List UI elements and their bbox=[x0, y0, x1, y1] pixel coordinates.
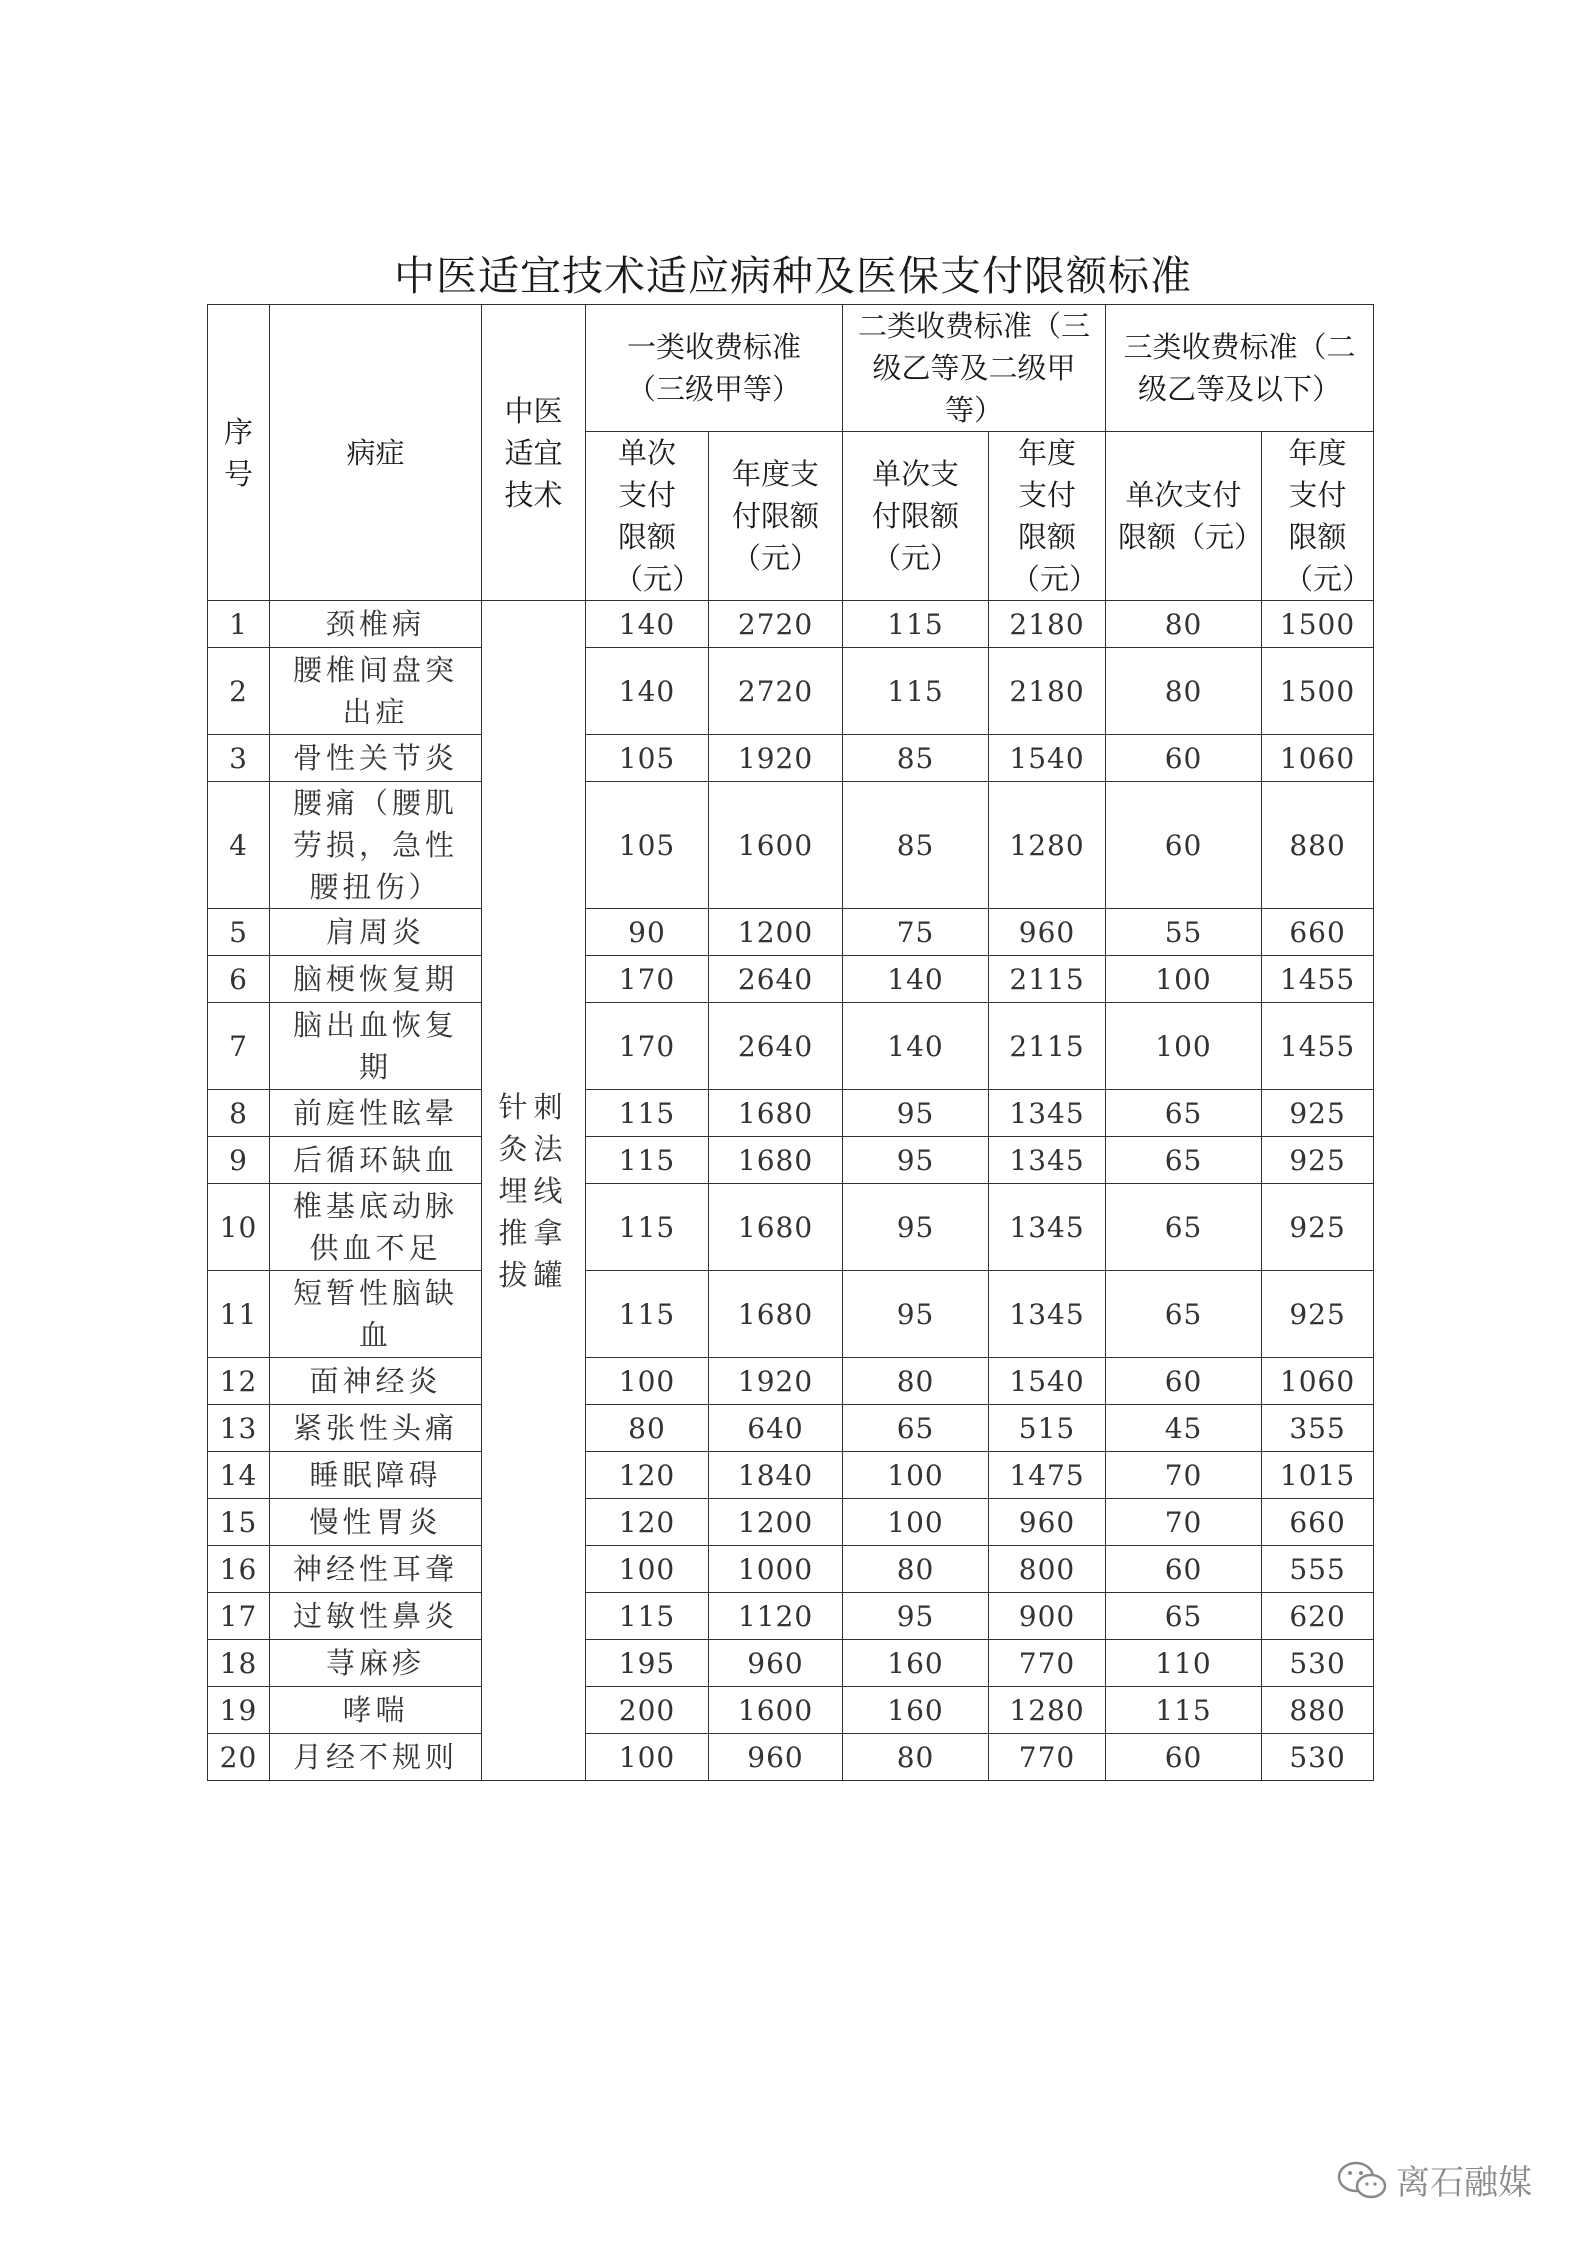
cell-c1-annual: 960 bbox=[709, 1640, 843, 1687]
cell-c2-single: 95 bbox=[843, 1271, 989, 1358]
cell-c1-single: 170 bbox=[586, 1003, 709, 1090]
cell-c1-annual: 960 bbox=[709, 1734, 843, 1781]
cell-c1-annual: 1680 bbox=[709, 1137, 843, 1184]
cell-c3-annual: 620 bbox=[1262, 1593, 1374, 1640]
header-class2: 二类收费标准（三级乙等及二级甲等） bbox=[843, 305, 1106, 432]
cell-c2-annual: 960 bbox=[989, 1499, 1106, 1546]
cell-c1-annual: 1200 bbox=[709, 909, 843, 956]
row-disease: 睡眠障碍 bbox=[270, 1452, 482, 1499]
cell-c2-annual: 2180 bbox=[989, 601, 1106, 648]
row-disease: 前庭性眩晕 bbox=[270, 1090, 482, 1137]
row-disease: 哮喘 bbox=[270, 1687, 482, 1734]
cell-c1-single: 200 bbox=[586, 1687, 709, 1734]
table-row bbox=[208, 648, 1374, 735]
cell-c1-single: 100 bbox=[586, 1358, 709, 1405]
header-c2-single: 单次支付限额（元） bbox=[843, 432, 989, 601]
table-row bbox=[208, 1090, 1374, 1137]
table-row bbox=[208, 1452, 1374, 1499]
cell-c3-single: 110 bbox=[1106, 1640, 1262, 1687]
cell-c1-annual: 1600 bbox=[709, 1687, 843, 1734]
row-disease: 脑梗恢复期 bbox=[270, 956, 482, 1003]
cell-c2-annual: 1345 bbox=[989, 1090, 1106, 1137]
row-seq: 2 bbox=[208, 648, 270, 735]
cell-c2-single: 75 bbox=[843, 909, 989, 956]
cell-c2-annual: 770 bbox=[989, 1734, 1106, 1781]
row-disease: 紧张性头痛 bbox=[270, 1405, 482, 1452]
row-seq: 11 bbox=[208, 1271, 270, 1358]
cell-c2-annual: 800 bbox=[989, 1546, 1106, 1593]
cell-c3-single: 115 bbox=[1106, 1687, 1262, 1734]
header-class1: 一类收费标准（三级甲等） bbox=[586, 305, 843, 432]
cell-c1-single: 105 bbox=[586, 735, 709, 782]
table-row bbox=[208, 909, 1374, 956]
cell-c1-annual: 2720 bbox=[709, 648, 843, 735]
row-seq: 17 bbox=[208, 1593, 270, 1640]
page-title: 中医适宜技术适应病种及医保支付限额标准 bbox=[394, 252, 1192, 300]
header-technique: 中医适宜技术 bbox=[482, 305, 586, 601]
row-disease: 神经性耳聋 bbox=[270, 1546, 482, 1593]
cell-c1-single: 120 bbox=[586, 1452, 709, 1499]
cell-c2-single: 100 bbox=[843, 1499, 989, 1546]
cell-c2-single: 65 bbox=[843, 1405, 989, 1452]
cell-c2-annual: 2180 bbox=[989, 648, 1106, 735]
cell-c2-annual: 1345 bbox=[989, 1184, 1106, 1271]
cell-c1-annual: 1000 bbox=[709, 1546, 843, 1593]
cell-c1-annual: 1840 bbox=[709, 1452, 843, 1499]
cell-c3-single: 65 bbox=[1106, 1137, 1262, 1184]
table-row bbox=[208, 1734, 1374, 1781]
row-disease: 骨性关节炎 bbox=[270, 735, 482, 782]
row-seq: 20 bbox=[208, 1734, 270, 1781]
cell-c3-annual: 1060 bbox=[1262, 1358, 1374, 1405]
row-seq: 1 bbox=[208, 601, 270, 648]
cell-c3-single: 60 bbox=[1106, 735, 1262, 782]
row-disease: 慢性胃炎 bbox=[270, 1499, 482, 1546]
cell-c1-annual: 1600 bbox=[709, 782, 843, 909]
row-seq: 13 bbox=[208, 1405, 270, 1452]
table-row bbox=[208, 1003, 1374, 1090]
technique-cell bbox=[482, 601, 586, 1781]
cell-c3-annual: 925 bbox=[1262, 1137, 1374, 1184]
row-seq: 3 bbox=[208, 735, 270, 782]
cell-c2-single: 160 bbox=[843, 1687, 989, 1734]
table-row bbox=[208, 1546, 1374, 1593]
cell-c1-annual: 1920 bbox=[709, 735, 843, 782]
cell-c1-single: 195 bbox=[586, 1640, 709, 1687]
cell-c3-annual: 1455 bbox=[1262, 956, 1374, 1003]
watermark-text: 离石融媒 bbox=[1396, 2163, 1532, 2203]
cell-c2-annual: 1540 bbox=[989, 735, 1106, 782]
cell-c1-single: 120 bbox=[586, 1499, 709, 1546]
cell-c3-single: 80 bbox=[1106, 601, 1262, 648]
cell-c1-annual: 2640 bbox=[709, 1003, 843, 1090]
cell-c2-annual: 1540 bbox=[989, 1358, 1106, 1405]
header-disease: 病症 bbox=[270, 305, 482, 601]
cell-c1-annual: 640 bbox=[709, 1405, 843, 1452]
technique-line: 埋线 bbox=[498, 1173, 569, 1208]
cell-c1-annual: 1920 bbox=[709, 1358, 843, 1405]
cell-c3-single: 60 bbox=[1106, 1546, 1262, 1593]
cell-c2-annual: 1280 bbox=[989, 782, 1106, 909]
cell-c1-annual: 1680 bbox=[709, 1271, 843, 1358]
cell-c2-single: 100 bbox=[843, 1452, 989, 1499]
cell-c3-annual: 1500 bbox=[1262, 601, 1374, 648]
cell-c2-single: 95 bbox=[843, 1137, 989, 1184]
cell-c1-single: 115 bbox=[586, 1593, 709, 1640]
cell-c3-single: 65 bbox=[1106, 1184, 1262, 1271]
table-row bbox=[208, 1593, 1374, 1640]
cell-c3-annual: 880 bbox=[1262, 782, 1374, 909]
cell-c2-annual: 1280 bbox=[989, 1687, 1106, 1734]
cell-c2-annual: 1475 bbox=[989, 1452, 1106, 1499]
cell-c2-single: 85 bbox=[843, 735, 989, 782]
cell-c3-annual: 355 bbox=[1262, 1405, 1374, 1452]
cell-c2-single: 80 bbox=[843, 1358, 989, 1405]
cell-c2-single: 95 bbox=[843, 1090, 989, 1137]
cell-c3-single: 60 bbox=[1106, 1358, 1262, 1405]
cell-c1-single: 170 bbox=[586, 956, 709, 1003]
cell-c3-single: 60 bbox=[1106, 782, 1262, 909]
cell-c1-single: 90 bbox=[586, 909, 709, 956]
cell-c3-single: 65 bbox=[1106, 1271, 1262, 1358]
cell-c2-annual: 1345 bbox=[989, 1271, 1106, 1358]
cell-c2-annual: 960 bbox=[989, 909, 1106, 956]
cell-c3-annual: 925 bbox=[1262, 1090, 1374, 1137]
cell-c1-single: 100 bbox=[586, 1734, 709, 1781]
row-seq: 6 bbox=[208, 956, 270, 1003]
watermark bbox=[1336, 2155, 1532, 2204]
table-row bbox=[208, 782, 1374, 909]
row-disease: 腰椎间盘突出症 bbox=[270, 648, 482, 735]
cell-c3-annual: 660 bbox=[1262, 1499, 1374, 1546]
cell-c3-annual: 1060 bbox=[1262, 735, 1374, 782]
row-disease: 颈椎病 bbox=[270, 601, 482, 648]
wechat-icon bbox=[1336, 2160, 1388, 2200]
row-disease: 过敏性鼻炎 bbox=[270, 1593, 482, 1640]
header-c1-annual: 年度支付限额（元） bbox=[709, 432, 843, 601]
table-row bbox=[208, 601, 1374, 648]
cell-c3-single: 60 bbox=[1106, 1734, 1262, 1781]
row-disease: 面神经炎 bbox=[270, 1358, 482, 1405]
cell-c3-single: 100 bbox=[1106, 1003, 1262, 1090]
cell-c1-single: 105 bbox=[586, 782, 709, 909]
table-row bbox=[208, 1499, 1374, 1546]
cell-c3-annual: 925 bbox=[1262, 1184, 1374, 1271]
cell-c1-annual: 1680 bbox=[709, 1090, 843, 1137]
cell-c2-annual: 2115 bbox=[989, 956, 1106, 1003]
technique-line: 拔罐 bbox=[498, 1257, 569, 1292]
header-c3-single: 单次支付限额（元） bbox=[1106, 432, 1262, 601]
cell-c3-annual: 1455 bbox=[1262, 1003, 1374, 1090]
cell-c3-annual: 530 bbox=[1262, 1734, 1374, 1781]
cell-c3-single: 70 bbox=[1106, 1452, 1262, 1499]
cell-c2-single: 115 bbox=[843, 601, 989, 648]
table-row bbox=[208, 1184, 1374, 1271]
cell-c1-single: 140 bbox=[586, 648, 709, 735]
cell-c3-single: 65 bbox=[1106, 1090, 1262, 1137]
cell-c1-single: 115 bbox=[586, 1271, 709, 1358]
table-row bbox=[208, 1271, 1374, 1358]
cell-c3-single: 80 bbox=[1106, 648, 1262, 735]
row-disease: 肩周炎 bbox=[270, 909, 482, 956]
cell-c2-annual: 2115 bbox=[989, 1003, 1106, 1090]
payment-limit-table bbox=[207, 304, 1374, 1781]
cell-c2-single: 95 bbox=[843, 1593, 989, 1640]
table-row bbox=[208, 1687, 1374, 1734]
cell-c1-annual: 2640 bbox=[709, 956, 843, 1003]
table-row bbox=[208, 1405, 1374, 1452]
row-disease: 椎基底动脉供血不足 bbox=[270, 1184, 482, 1271]
row-disease: 脑出血恢复期 bbox=[270, 1003, 482, 1090]
cell-c1-single: 100 bbox=[586, 1546, 709, 1593]
cell-c2-annual: 900 bbox=[989, 1593, 1106, 1640]
cell-c2-annual: 515 bbox=[989, 1405, 1106, 1452]
header-seq: 序号 bbox=[208, 305, 270, 601]
cell-c3-single: 100 bbox=[1106, 956, 1262, 1003]
header-c3-annual: 年度支付限额（元） bbox=[1262, 432, 1374, 601]
cell-c3-annual: 660 bbox=[1262, 909, 1374, 956]
cell-c1-single: 115 bbox=[586, 1184, 709, 1271]
cell-c1-single: 115 bbox=[586, 1090, 709, 1137]
cell-c3-single: 55 bbox=[1106, 909, 1262, 956]
cell-c2-single: 95 bbox=[843, 1184, 989, 1271]
cell-c1-annual: 1680 bbox=[709, 1184, 843, 1271]
row-disease: 腰痛（腰肌劳损，急性腰扭伤） bbox=[270, 782, 482, 909]
row-seq: 4 bbox=[208, 782, 270, 909]
cell-c3-annual: 555 bbox=[1262, 1546, 1374, 1593]
row-seq: 7 bbox=[208, 1003, 270, 1090]
row-disease: 荨麻疹 bbox=[270, 1640, 482, 1687]
cell-c2-annual: 770 bbox=[989, 1640, 1106, 1687]
row-seq: 12 bbox=[208, 1358, 270, 1405]
table-row bbox=[208, 1358, 1374, 1405]
table-row bbox=[208, 1640, 1374, 1687]
row-seq: 9 bbox=[208, 1137, 270, 1184]
table-row bbox=[208, 956, 1374, 1003]
cell-c3-annual: 1015 bbox=[1262, 1452, 1374, 1499]
cell-c1-single: 115 bbox=[586, 1137, 709, 1184]
row-seq: 16 bbox=[208, 1546, 270, 1593]
cell-c2-single: 80 bbox=[843, 1546, 989, 1593]
cell-c2-single: 115 bbox=[843, 648, 989, 735]
cell-c3-single: 70 bbox=[1106, 1499, 1262, 1546]
header-c2-annual: 年度支付限额（元） bbox=[989, 432, 1106, 601]
header-class3: 三类收费标准（二级乙等及以下） bbox=[1106, 305, 1374, 432]
cell-c3-annual: 925 bbox=[1262, 1271, 1374, 1358]
table-row bbox=[208, 735, 1374, 782]
technique-line: 灸法 bbox=[498, 1131, 569, 1166]
cell-c1-annual: 1200 bbox=[709, 1499, 843, 1546]
row-disease: 后循环缺血 bbox=[270, 1137, 482, 1184]
cell-c2-single: 85 bbox=[843, 782, 989, 909]
row-seq: 18 bbox=[208, 1640, 270, 1687]
row-disease: 短暂性脑缺血 bbox=[270, 1271, 482, 1358]
cell-c2-single: 80 bbox=[843, 1734, 989, 1781]
cell-c2-single: 140 bbox=[843, 956, 989, 1003]
cell-c2-single: 160 bbox=[843, 1640, 989, 1687]
technique-line: 推拿 bbox=[498, 1215, 569, 1250]
cell-c3-annual: 880 bbox=[1262, 1687, 1374, 1734]
cell-c1-single: 80 bbox=[586, 1405, 709, 1452]
table-row bbox=[208, 1137, 1374, 1184]
cell-c1-annual: 2720 bbox=[709, 601, 843, 648]
cell-c3-annual: 1500 bbox=[1262, 648, 1374, 735]
row-seq: 15 bbox=[208, 1499, 270, 1546]
row-seq: 19 bbox=[208, 1687, 270, 1734]
row-disease: 月经不规则 bbox=[270, 1734, 482, 1781]
technique-line: 针刺 bbox=[498, 1089, 569, 1124]
cell-c3-annual: 530 bbox=[1262, 1640, 1374, 1687]
cell-c2-single: 140 bbox=[843, 1003, 989, 1090]
cell-c3-single: 65 bbox=[1106, 1593, 1262, 1640]
row-seq: 10 bbox=[208, 1184, 270, 1271]
row-seq: 14 bbox=[208, 1452, 270, 1499]
cell-c2-annual: 1345 bbox=[989, 1137, 1106, 1184]
row-seq: 8 bbox=[208, 1090, 270, 1137]
cell-c3-single: 45 bbox=[1106, 1405, 1262, 1452]
cell-c1-annual: 1120 bbox=[709, 1593, 843, 1640]
header-c1-single: 单次支付限额（元） bbox=[586, 432, 709, 601]
cell-c1-single: 140 bbox=[586, 601, 709, 648]
row-seq: 5 bbox=[208, 909, 270, 956]
